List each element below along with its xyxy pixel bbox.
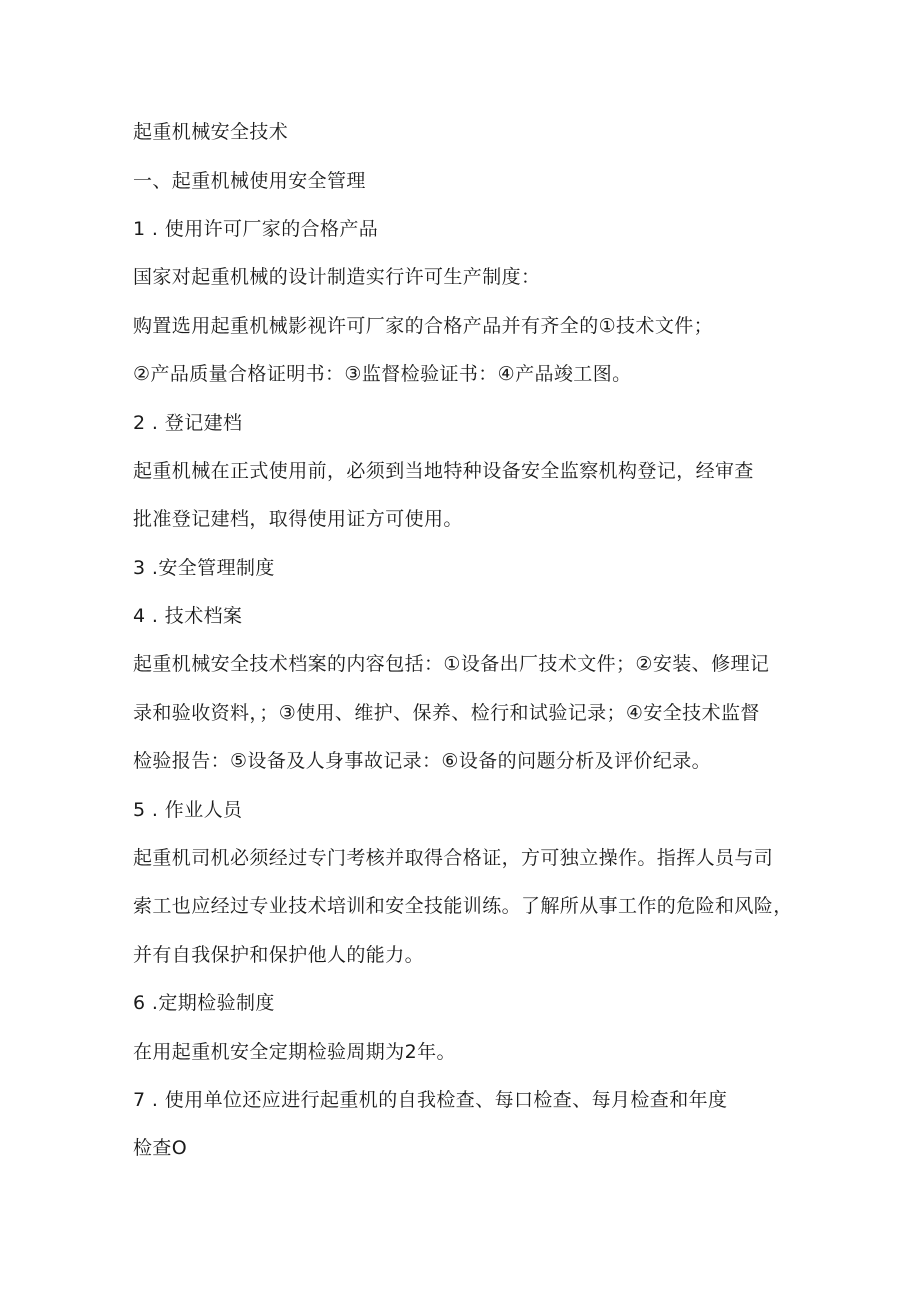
item-7-line-2: 检查O [133, 1137, 188, 1159]
item-6-heading: 6 .定期检验制度 [133, 992, 275, 1014]
item-5-heading: 5 . 作业人员 [133, 799, 243, 821]
document-title: 起重机械安全技术 [133, 121, 289, 143]
item-2-heading: 2 . 登记建档 [133, 412, 243, 434]
item-5-line-3: 并有自我保护和保护他人的能力。 [133, 944, 425, 966]
item-4-heading: 4 . 技术档案 [133, 605, 243, 627]
item-1-paragraph-1: 国家对起重机械的设计制造实行许可生产制度： [133, 266, 541, 288]
item-4-line-1: 起重机械安全技术档案的内容包括：①设备出厂技术文件；②安装、修理记 [133, 653, 770, 675]
item-4-line-2: 录和验收资料，；③使用、维护、保养、检行和试验记录；④安全技术监督 [133, 702, 760, 724]
item-3-heading: 3 .安全管理制度 [133, 557, 275, 579]
item-7-heading: 7 . 使用单位还应进行起重机的自我检查、每口检查、每月检查和年度 [133, 1089, 728, 1111]
item-5-line-1: 起重机司机必须经过专门考核并取得合格证，方可独立操作。指挥人员与司 [133, 847, 774, 869]
item-6-line-1: 在用起重机安全定期检验周期为2年。 [133, 1041, 456, 1063]
item-1-paragraph-2-line-1: 购置选用起重机械影视许可厂家的合格产品并有齐全的①技术文件； [133, 315, 714, 337]
section-heading: 一、起重机械使用安全管理 [133, 170, 366, 192]
item-4-line-3: 检验报告：⑤设备及人身事故记录：⑥设备的问题分析及评价纪录。 [133, 750, 712, 772]
item-2-line-2: 批准登记建档，取得使用证方可使用。 [133, 508, 463, 530]
item-1-heading: 1 . 使用许可厂家的合格产品 [133, 218, 379, 240]
item-5-line-2: 索工也应经过专业技术培训和安全技能训练。了解所从事工作的危险和风险， [133, 895, 793, 917]
item-2-line-1: 起重机械在正式使用前，必须到当地特种设备安全监察机构登记，经审查 [133, 460, 754, 482]
item-1-paragraph-2-line-2: ②产品质量合格证明书：③监督检验证书：④产品竣工图。 [133, 363, 632, 385]
